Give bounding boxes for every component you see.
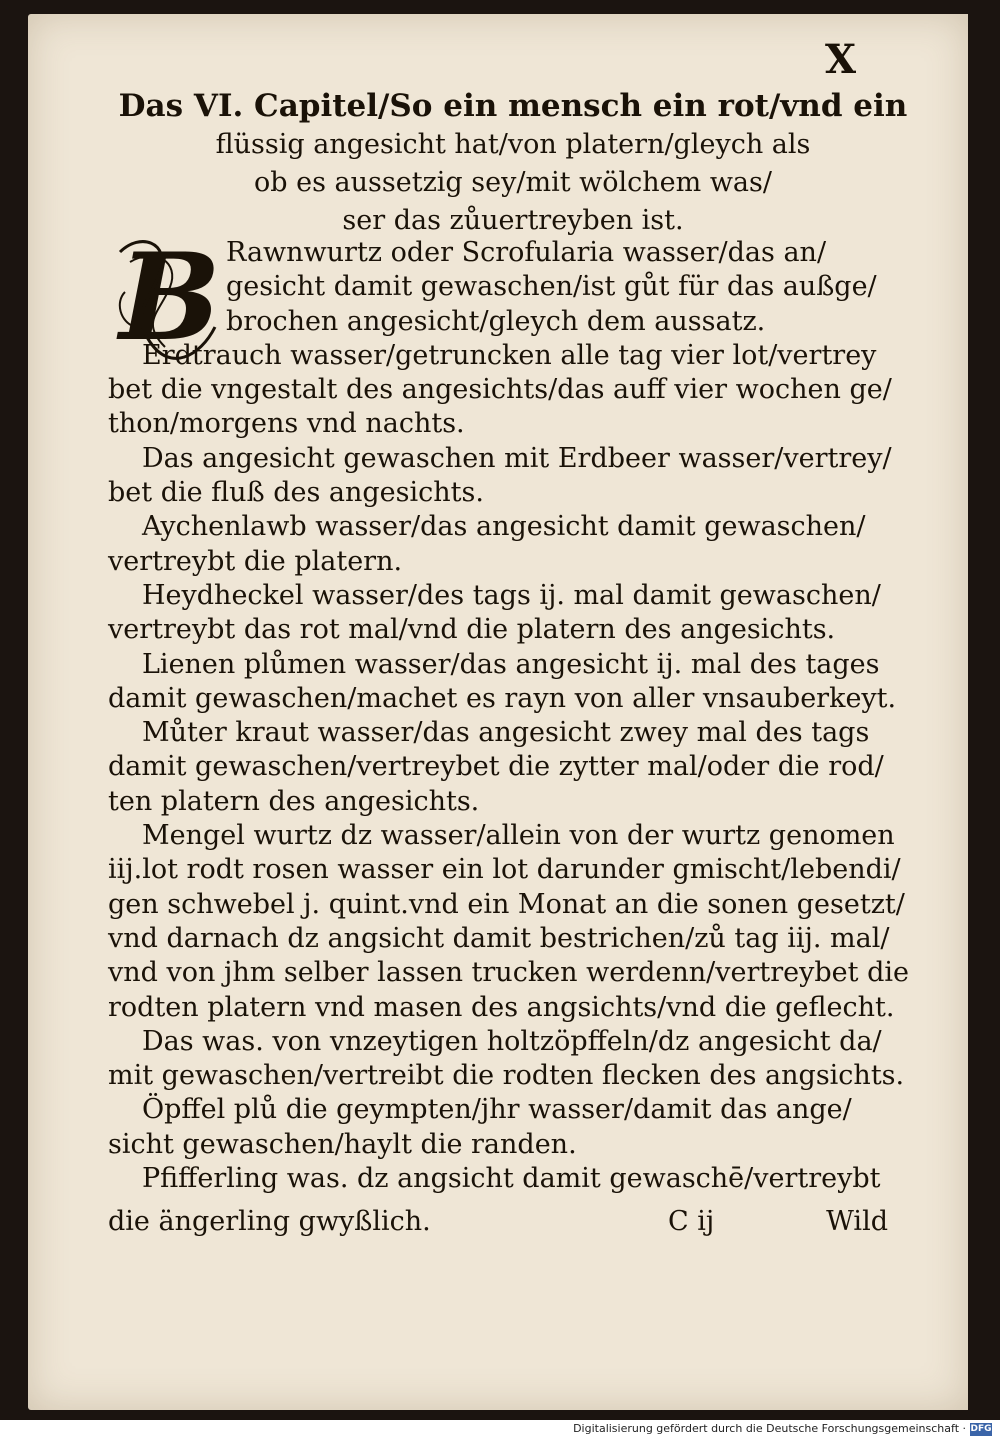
- final-line: [108, 1206, 888, 1237]
- heading-line: Das VI. Capitel/So ein mensch ein rot/vnd ein: [118, 88, 908, 124]
- text-line: Heydheckel wasser/des tags ij. mal damit gewaschen/: [142, 579, 881, 611]
- text-line: gen schwebel j. quint.vnd ein Monat an die sonen gesetzt/: [108, 888, 905, 920]
- text-line: Mengel wurtz dz wasser/allein von der wurtz genomen: [142, 820, 895, 852]
- text-line: Můter kraut wasser/das angesicht zwey mal des tags: [142, 717, 870, 749]
- body-text: [108, 236, 908, 1196]
- text-line: iij.lot rodt rosen wasser ein lot darunder gmischt/lebendi/: [108, 854, 901, 886]
- text-line: vnd von jhm selber lassen trucken werdenn/vertreybet die: [108, 957, 909, 989]
- text-line: Pfifferling was. dz angsicht damit gewaschē/vertreybt: [142, 1163, 881, 1195]
- text-line: sicht gewaschen/haylt die randen.: [108, 1128, 577, 1160]
- text-line: ten platern des angesichts.: [108, 785, 480, 817]
- text-line: damit gewaschen/vertreybet die zytter mal/oder die rod/: [108, 751, 884, 783]
- chapter-heading: [118, 86, 908, 240]
- text-line: Öpffel plů die geympten/jhr wasser/damit das ange/: [142, 1094, 852, 1126]
- book-page: [28, 14, 968, 1410]
- text-line: bet die vngestalt des angesichts/das auff vier wochen ge/: [108, 374, 892, 406]
- funding-text: Digitalisierung gefördert durch die Deutsche Forschungsgemeinschaft ·: [573, 1422, 966, 1435]
- text-line: Lienen plůmen wasser/das angesicht ij. mal des tages: [142, 648, 880, 680]
- text-line: Erdtrauch wasser/getruncken alle tag vier lot/vertrey: [142, 339, 877, 371]
- folio-number: X: [824, 36, 856, 83]
- text-line: gesicht damit gewaschen/ist gůt für das außge/: [226, 271, 877, 303]
- catchword: Wild: [826, 1206, 888, 1237]
- text-line: rodten platern vnd masen des angsichts/vnd die geflecht.: [108, 991, 895, 1023]
- text-line: thon/morgens vnd nachts.: [108, 408, 465, 440]
- text-line: Das angesicht gewaschen mit Erdbeer wasser/vertrey/: [142, 442, 892, 474]
- heading-line: flüssig angesicht hat/von platern/gleych als: [215, 129, 811, 160]
- text-line: Aychenlawb wasser/das angesicht damit gewaschen/: [142, 511, 866, 543]
- text-line: vertreybt das rot mal/vnd die platern des angesichts.: [108, 614, 836, 646]
- heading-line: ob es aussetzig sey/mit wölchem was/: [254, 167, 772, 198]
- signature-mark: C ij: [668, 1206, 715, 1237]
- heading-line: ser das zůuertreyben ist.: [342, 205, 684, 236]
- initial-letter: B: [119, 226, 221, 368]
- dfg-logo-icon: DFG: [970, 1424, 992, 1434]
- text-line: mit gewaschen/vertreibt die rodten flecken des angsichts.: [108, 1060, 905, 1092]
- text-line: vertreybt die platern.: [108, 545, 403, 577]
- text-line: damit gewaschen/machet es rayn von aller vnsauberkeyt.: [108, 682, 897, 714]
- funding-footer: [0, 1420, 1000, 1440]
- text-line: brochen angesicht/gleych dem aussatz.: [226, 305, 766, 337]
- text-line: Rawnwurtz oder Scrofularia wasser/das an/: [226, 237, 827, 268]
- text-line: vnd darnach dz angsicht damit bestrichen/zů tag iij. mal/: [108, 922, 890, 954]
- text-line: die ängerling gwyßlich.: [108, 1206, 431, 1237]
- text-line: bet die fluß des angesichts.: [108, 477, 484, 509]
- text-line: Das was. von vnzeytigen holtzöpffeln/dz angesicht da/: [142, 1025, 882, 1057]
